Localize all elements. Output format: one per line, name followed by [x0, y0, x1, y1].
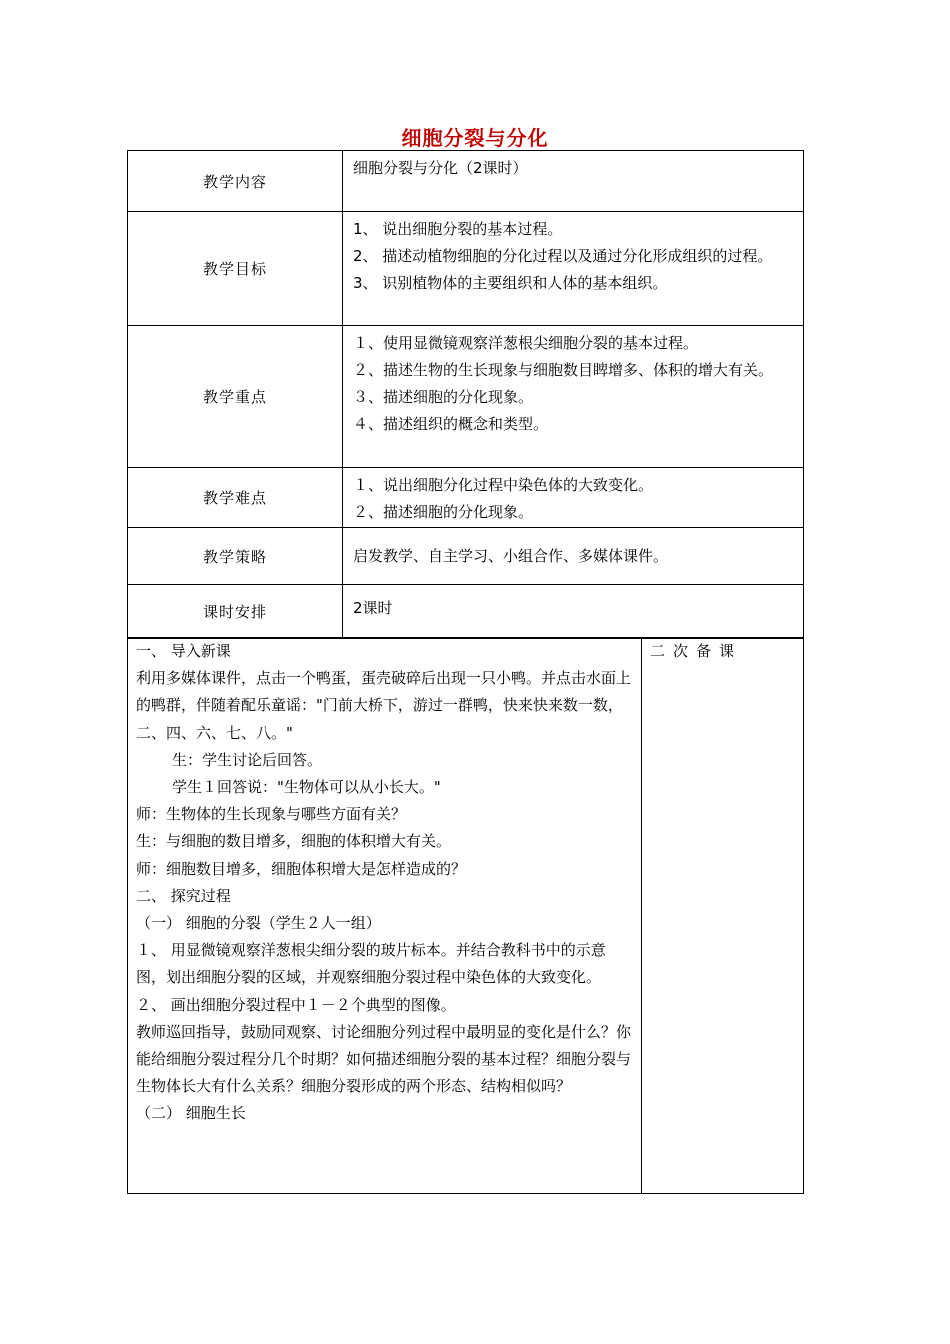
row-difficulties: [128, 468, 804, 528]
process-line: （一） 细胞的分裂（学生２人一组）: [136, 914, 381, 933]
row-schedule: [128, 585, 804, 639]
row-line: 细胞分裂与分化（2课时）: [353, 159, 528, 177]
row-value: [343, 468, 804, 528]
row-label: 课时安排: [128, 585, 343, 639]
process-line: 生：与细胞的数目增多，细胞的体积增大有关。: [136, 832, 452, 851]
side-note: 二次备课: [650, 642, 743, 660]
process-line: ２、 画出细胞分裂过程中１－２个典型的图像。: [136, 995, 456, 1014]
row-label: 教学重点: [128, 326, 343, 468]
process-line: （二） 细胞生长: [136, 1104, 246, 1123]
side-note-cell: [642, 638, 804, 1194]
process-line: 学生１回答说："生物体可以从小长大。": [172, 778, 441, 797]
row-line: 3、 识别植物体的主要组织和人体的基本组织。: [353, 274, 668, 292]
row-key-points: [128, 326, 804, 468]
row-line: 启发教学、自主学习、小组合作、多媒体课件。: [353, 546, 669, 565]
row-label: 教学内容: [128, 151, 343, 212]
row-value: [343, 212, 804, 326]
row-line: ４、描述组织的概念和类型。: [353, 415, 549, 433]
row-value: [343, 151, 804, 212]
row-value: [343, 528, 804, 585]
row-line: ３、描述细胞的分化现象。: [353, 388, 534, 406]
document-title: 细胞分裂与分化: [401, 126, 549, 150]
row-content: [128, 151, 804, 212]
row-label: 教学目标: [128, 212, 343, 326]
process-line: 教师巡回指导，鼓励同观察、讨论细胞分列过程中最明显的变化是什么？你能给细胞分裂过程分几个时期？如何描述细胞分裂的基本过程？细胞分裂与生物体长大有什么关系？细胞分裂形成的两个形态、结构相似吗？: [136, 1022, 632, 1096]
process-line: 师：细胞数目增多，细胞体积增大是怎样造成的？: [136, 859, 467, 878]
process-line: 二、 探究过程: [136, 886, 231, 905]
process-line: 师：生物体的生长现象与哪些方面有关？: [136, 805, 407, 824]
row-objectives: [128, 212, 804, 326]
row-line: 2、 描述动植物细胞的分化过程以及通过分化形成组织的过程。: [353, 247, 773, 265]
row-value: [343, 326, 804, 468]
row-line: ２、描述细胞的分化现象。: [353, 503, 534, 521]
row-line: 2课时: [353, 599, 393, 617]
row-line: １、使用显微镜观察洋葱根尖细胞分裂的基本过程。: [353, 334, 699, 352]
lesson-info-table: [127, 150, 804, 639]
process-line: １、 用显微镜观察洋葱根尖细分裂的玻片标本。并结合教科书中的示意图，划出细胞分裂的区域，并观察细胞分裂过程中染色体的大致变化。: [136, 941, 606, 987]
process-line: 生：学生讨论后回答。: [172, 750, 323, 769]
process-cell: [128, 638, 642, 1194]
teaching-process-table: [127, 637, 804, 1194]
row-value: [343, 585, 804, 639]
row-line: 1、 说出细胞分裂的基本过程。: [353, 220, 563, 238]
row-label: 教学策略: [128, 528, 343, 585]
row-line: ２、描述生物的生长现象与细胞数目睥增多、体积的增大有关。: [353, 361, 774, 379]
process-line: 利用多媒体课件，点击一个鸭蛋，蛋壳破碎后出现一只小鸭。并点击水面上的鸭群，伴随着配乐童谣："门前大桥下，游过一群鸭，快来快来数一数，二、四、六、七、八。": [136, 669, 632, 742]
process-line: 一、 导入新课: [136, 642, 231, 660]
row-line: １、说出细胞分化过程中染色体的大致变化。: [353, 476, 654, 494]
row-label: 教学难点: [128, 468, 343, 528]
row-strategy: [128, 528, 804, 585]
